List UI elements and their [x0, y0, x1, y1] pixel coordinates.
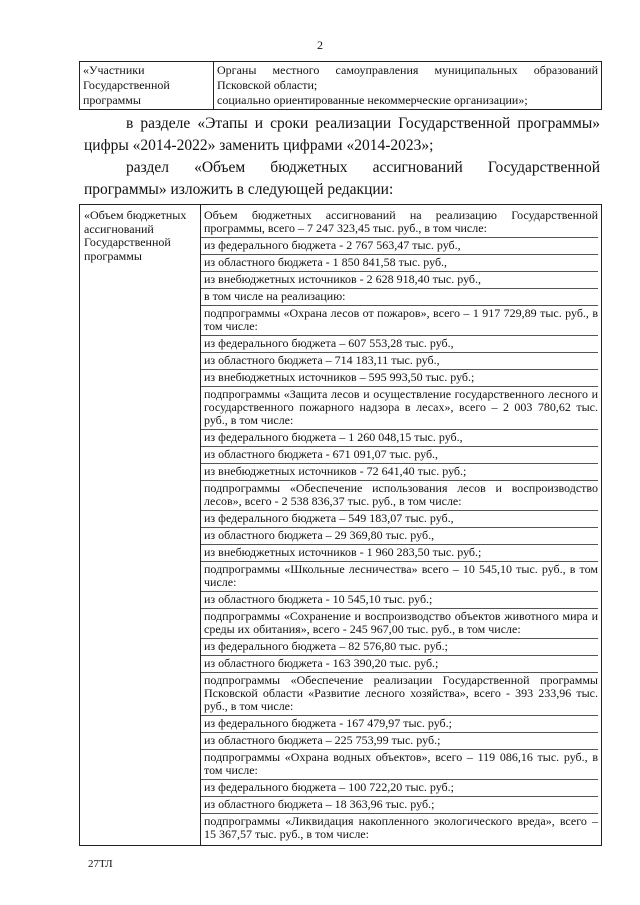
budget-item: из областного бюджета – 714 183,11 тыс. руб.,	[201, 353, 598, 370]
budget-item: из федерального бюджета – 607 553,28 тыс. руб.,	[201, 336, 598, 353]
amendment-paragraph-stages	[84, 113, 600, 157]
budget-item: из областного бюджета - 671 091,07 тыс. руб.,	[201, 447, 598, 464]
budget-item: из федерального бюджета - 2 767 563,47 тыс. руб.,	[201, 238, 598, 255]
paragraph-line: цифры «2014-2022» заменить цифрами «2014-2023»;	[84, 137, 434, 154]
budget-item: из областного бюджета – 225 753,99 тыс. руб.;	[201, 733, 598, 750]
participants-line-1: Органы местного самоуправления муниципальных образований Псковской области;	[217, 63, 598, 92]
budget-item: подпрограммы «Охрана водных объектов», всего – 119 086,16 тыс. руб., в том числе:	[201, 750, 598, 780]
paragraph-line: программы» изложить в следующей редакции:	[84, 181, 394, 198]
budget-item: из федерального бюджета - 167 479,97 тыс. руб.;	[201, 716, 598, 733]
budget-label: «Объем бюджетных ассигнований Государственной программы	[80, 205, 201, 846]
budget-item: подпрограммы «Ликвидация накопленного экологического вреда», всего – 15 367,57 тыс. руб., в том числе:	[204, 814, 598, 841]
participants-line-2: социально ориентированные некоммерческие организации»;	[217, 93, 528, 107]
budget-item: подпрограммы «Обеспечение реализации Государственной программы Псковской области «Развитие лесного хозяйства», всего - 393 233,96 тыс. руб., в том числе:	[201, 673, 598, 716]
budget-item: из областного бюджета - 10 545,10 тыс. руб.;	[201, 592, 598, 609]
budget-item: подпрограммы «Сохранение и воспроизводство объектов животного мира и среды их обитания», всего - 245 967,00 тыс. руб., в том числе:	[201, 609, 598, 639]
budget-item: в том числе на реализацию:	[201, 289, 598, 306]
paragraph-line: раздел «Объем бюджетных ассигнований Государственной	[126, 159, 600, 176]
budget-item: из областного бюджета - 163 390,20 тыс. руб.;	[201, 656, 598, 673]
budget-item: из федерального бюджета – 549 183,07 тыс. руб.,	[201, 511, 598, 528]
page-number: 2	[317, 38, 323, 52]
budget-content	[201, 205, 602, 846]
budget-item: из внебюджетных источников - 1 960 283,50 тыс. руб.;	[201, 545, 598, 562]
budget-item: из областного бюджета – 18 363,96 тыс. руб.;	[201, 797, 598, 814]
budget-item: из областного бюджета - 1 850 841,58 тыс. руб.,	[201, 255, 598, 272]
participants-content	[214, 62, 602, 110]
paragraph-line: в разделе «Этапы и сроки реализации Государственной программы»	[126, 115, 600, 132]
amendment-paragraph-budget	[84, 157, 600, 201]
budget-item: подпрограммы «Защита лесов и осуществление государственного лесного и государственного пожарного надзора в лесах», всего – 2 003 780,62 тыс. руб., в том числе:	[201, 387, 598, 430]
participants-label: «Участники Государственной программы	[80, 62, 214, 110]
budget-item: Объем бюджетных ассигнований на реализацию Государственной программы, всего – 7 247 323,45 тыс. руб., в том числе:	[201, 208, 598, 238]
budget-item: из внебюджетных источников – 595 993,50 тыс. руб.;	[201, 370, 598, 387]
budget-item: из внебюджетных источников - 2 628 918,40 тыс. руб.,	[201, 272, 598, 289]
budget-item: подпрограммы «Охрана лесов от пожаров», всего – 1 917 729,89 тыс. руб., в том числе:	[201, 306, 598, 336]
budget-item: из внебюджетных источников - 72 641,40 тыс. руб.;	[201, 464, 598, 481]
footer-code: 27ТЛ	[88, 858, 113, 870]
participants-table	[79, 61, 602, 110]
budget-item: из федерального бюджета – 1 260 048,15 тыс. руб.,	[201, 430, 598, 447]
budget-item: подпрограммы «Обеспечение использования лесов и воспроизводство лесов», всего - 2 538 836,37 тыс. руб., в том числе:	[201, 481, 598, 511]
budget-item: из федерального бюджета – 82 576,80 тыс. руб.;	[201, 639, 598, 656]
budget-table	[79, 204, 602, 846]
budget-item: из областного бюджета – 29 369,80 тыс. руб.,	[201, 528, 598, 545]
budget-item: из федерального бюджета – 100 722,20 тыс. руб.;	[201, 780, 598, 797]
budget-item: подпрограммы «Школьные лесничества» всего – 10 545,10 тыс. руб., в том числе:	[201, 562, 598, 592]
